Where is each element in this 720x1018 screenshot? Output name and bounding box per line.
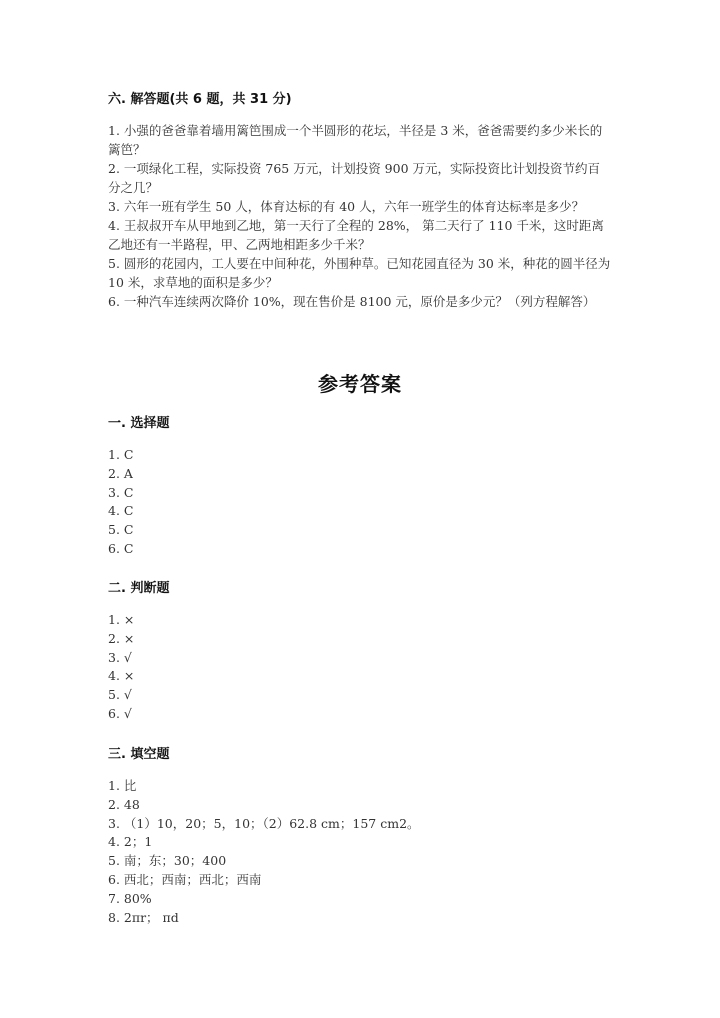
- fill-answer: 7. 80%: [108, 890, 152, 906]
- section-heading-judge: 二. 判断题: [108, 581, 170, 596]
- section-heading-fill: 三. 填空题: [108, 747, 170, 762]
- choice-answer: 6. C: [108, 540, 134, 556]
- judge-answers-list: [108, 611, 134, 724]
- fill-answer: 5. 南；东；30；400: [108, 853, 227, 869]
- judge-answer: 6. √: [108, 705, 132, 721]
- choice-answer: 3. C: [108, 484, 134, 500]
- judge-answer: 2. ×: [108, 630, 135, 646]
- question-3: 3. 六年一班有学生 50 人，体育达标的有 40 人，六年一班学生的体育达标率是多少？: [108, 199, 585, 214]
- question-5: 5. 圆形的花园内，工人要在中间种花，外围种草。已知花园直径为 30 米，种花的圆半径为 10 米，求草地的面积是多少？: [108, 256, 611, 290]
- fill-answer: 2. 48: [108, 796, 140, 812]
- question-4: 4. 王叔叔开车从甲地到乙地，第一天行了全程的 28%， 第二天行了 110 千米，这时距离乙地还有一半路程，甲、乙两地相距多少千米？: [108, 218, 604, 252]
- question-2: 2. 一项绿化工程，实际投资 765 万元，计划投资 900 万元，实际投资比计划投资节约百分之几？: [108, 161, 601, 195]
- answers-title: 参考答案: [318, 372, 402, 396]
- judge-answer: 4. ×: [108, 668, 135, 684]
- judge-answer: 3. √: [108, 649, 132, 665]
- question-list: [108, 121, 612, 311]
- fill-answer: 4. 2；1: [108, 834, 153, 850]
- choice-answer: 4. C: [108, 503, 134, 519]
- choice-answer: 1. C: [108, 447, 134, 462]
- choice-answer: 5. C: [108, 522, 134, 538]
- fill-answer: 1. 比: [108, 778, 137, 793]
- section-heading-choice: 一. 选择题: [108, 416, 170, 431]
- question-1: 1. 小强的爸爸靠着墙用篱笆围成一个半圆形的花坛，半径是 3 米，爸爸需要约多少米长的篱笆？: [108, 123, 603, 157]
- choice-answer: 2. A: [108, 465, 133, 481]
- fill-answer: 8. 2πr； πd: [108, 909, 179, 925]
- judge-answer: 1. ×: [108, 612, 135, 627]
- fill-answer: 3. （1）10，20；5，10；（2）62.8 cm；157 cm2。: [108, 815, 420, 831]
- section-heading-answer-questions: 六. 解答题(共 6 题，共 31 分): [108, 92, 292, 107]
- judge-answer: 5. √: [108, 687, 132, 703]
- choice-answers-list: [108, 446, 133, 559]
- fill-answers-list: [108, 777, 420, 927]
- fill-answer: 6. 西北；西南；西北；西南: [108, 871, 262, 887]
- question-6: 6. 一种汽车连续两次降价 10%，现在售价是 8100 元，原价是多少元？（列方程解答）: [108, 294, 596, 309]
